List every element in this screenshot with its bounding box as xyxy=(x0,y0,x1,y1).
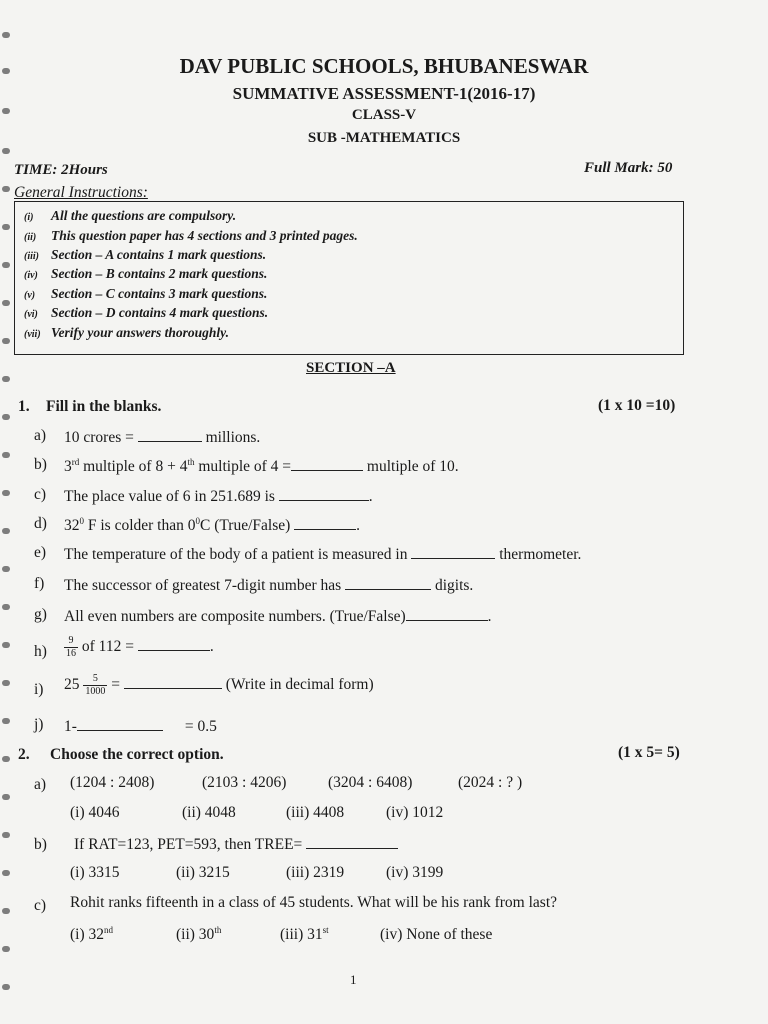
q2a-label: a) xyxy=(34,776,47,793)
q1g-label: g) xyxy=(34,606,47,623)
q1e-text: The temperature of the body of a patient is measured in thermometer. xyxy=(64,546,582,563)
q1h-text: $\frac{9}{16}$ of 112 = . xyxy=(66,635,214,659)
instruction-item: (iv) Section – B contains 2 mark questions. xyxy=(24,266,268,281)
instruction-item: (iii) Section – A contains 1 mark questions. xyxy=(24,247,267,262)
q2-title: Choose the correct option. xyxy=(50,746,224,763)
q1a-text: 10 crores = millions. xyxy=(64,429,261,446)
q1b-text: 3rd multiple of 8 + 4th multiple of 4 = multiple of 10. xyxy=(64,456,459,475)
answer-blank[interactable] xyxy=(345,575,431,590)
page-number: 1 xyxy=(350,972,357,987)
q2c-option[interactable]: (ii) 30th xyxy=(176,925,222,944)
instruction-item: (v) Section – C contains 3 mark questions. xyxy=(24,286,268,301)
q1i-text: 25 $\frac{5}{1000}$ = (Write in decimal form) xyxy=(64,673,374,697)
q1c-text: The place value of 6 in 251.689 is . xyxy=(64,488,373,505)
school-name: DAV PUBLIC SCHOOLS, BHUBANESWAR xyxy=(179,54,589,78)
answer-blank[interactable] xyxy=(306,834,398,849)
answer-blank[interactable] xyxy=(291,456,363,471)
answer-blank[interactable] xyxy=(138,636,210,651)
q1d-text: $32^0$ F is colder than $0^0C$ (True/False) . xyxy=(64,515,361,534)
q2a-option[interactable]: (iv) 1012 xyxy=(386,804,444,821)
q2b-label: b) xyxy=(34,836,47,853)
q1b-label: b) xyxy=(34,456,47,473)
q1i-label: i) xyxy=(34,681,44,698)
q2b-text: If RAT=123, PET=593, then TREE= xyxy=(74,834,398,854)
q2c-option[interactable]: (i) 32nd xyxy=(70,925,114,944)
q1a-label: a) xyxy=(34,427,47,444)
answer-blank[interactable] xyxy=(138,427,202,442)
q2c-option[interactable]: (iii) 31st xyxy=(280,925,329,944)
answer-blank[interactable] xyxy=(279,486,369,501)
q2b-option[interactable]: (ii) 3215 xyxy=(176,864,230,881)
subject-label: SUB -MATHEMATICS xyxy=(307,130,461,146)
q1e-label: e) xyxy=(34,544,47,561)
class-label: CLASS-V xyxy=(351,107,417,123)
q2a-option[interactable]: (ii) 4048 xyxy=(182,804,236,821)
full-mark-label: Full Mark: 50 xyxy=(584,160,673,176)
instruction-item: (ii) This question paper has 4 sections and 3 printed pages. xyxy=(24,228,358,243)
answer-blank[interactable] xyxy=(124,674,222,689)
q1-title: Fill in the blanks. xyxy=(46,398,162,415)
time-label: TIME: 2Hours xyxy=(14,162,108,178)
section-a-title: SECTION –A xyxy=(306,360,396,376)
q1f-label: f) xyxy=(34,575,45,592)
q2a-ratio: (2024 : ? ) xyxy=(458,774,523,791)
q1h-label: h) xyxy=(34,643,47,660)
q2c-label: c) xyxy=(34,897,47,914)
instruction-item: (i) All the questions are compulsory. xyxy=(24,208,237,223)
q2a-option[interactable]: (i) 4046 xyxy=(70,804,120,821)
answer-blank[interactable] xyxy=(294,515,356,530)
instructions-title: General Instructions: xyxy=(14,184,148,201)
instruction-item: (vi) Section – D contains 4 mark questions. xyxy=(24,305,269,320)
q2a-option[interactable]: (iii) 4408 xyxy=(286,804,345,821)
q2a-ratio: (2103 : 4206) xyxy=(202,774,287,791)
answer-blank[interactable] xyxy=(77,716,163,731)
q1c-label: c) xyxy=(34,486,47,503)
q2-marks: (1 x 5= 5) xyxy=(618,744,680,761)
q2c-option[interactable]: (iv) None of these xyxy=(380,926,493,944)
answer-blank[interactable] xyxy=(406,606,488,621)
q2-number: 2. xyxy=(18,746,30,763)
q2c-text: Rohit ranks fifteenth in a class of 45 students. What will be his rank from last? xyxy=(70,894,558,911)
q2b-option[interactable]: (i) 3315 xyxy=(70,864,120,881)
q2a-ratio: (3204 : 6408) xyxy=(328,774,413,791)
instruction-item: (vii) Verify your answers thoroughly. xyxy=(24,325,230,340)
fraction: $\frac{9}{16}$ xyxy=(66,635,76,659)
q1d-label: d) xyxy=(34,515,47,532)
q2b-option[interactable]: (iii) 2319 xyxy=(286,864,345,881)
q1j-label: j) xyxy=(34,716,44,733)
q1f-text: The successor of greatest 7-digit number has digits. xyxy=(64,577,474,594)
q1-marks: (1 x 10 =10) xyxy=(598,397,676,414)
q1-number: 1. xyxy=(18,398,30,415)
q1g-text: All even numbers are composite numbers. (True/False) . xyxy=(64,608,492,625)
q1j-text: 1- = 0.5 xyxy=(64,718,217,735)
q2b-option[interactable]: (iv) 3199 xyxy=(386,864,444,881)
spiral-binding xyxy=(0,20,14,1010)
q2a-ratio: (1204 : 2408) xyxy=(70,774,155,791)
answer-blank[interactable] xyxy=(411,544,495,559)
exam-title: SUMMATIVE ASSESSMENT-1(2016-17) xyxy=(232,84,536,103)
fraction: $\frac{5}{1000}$ xyxy=(85,673,106,697)
